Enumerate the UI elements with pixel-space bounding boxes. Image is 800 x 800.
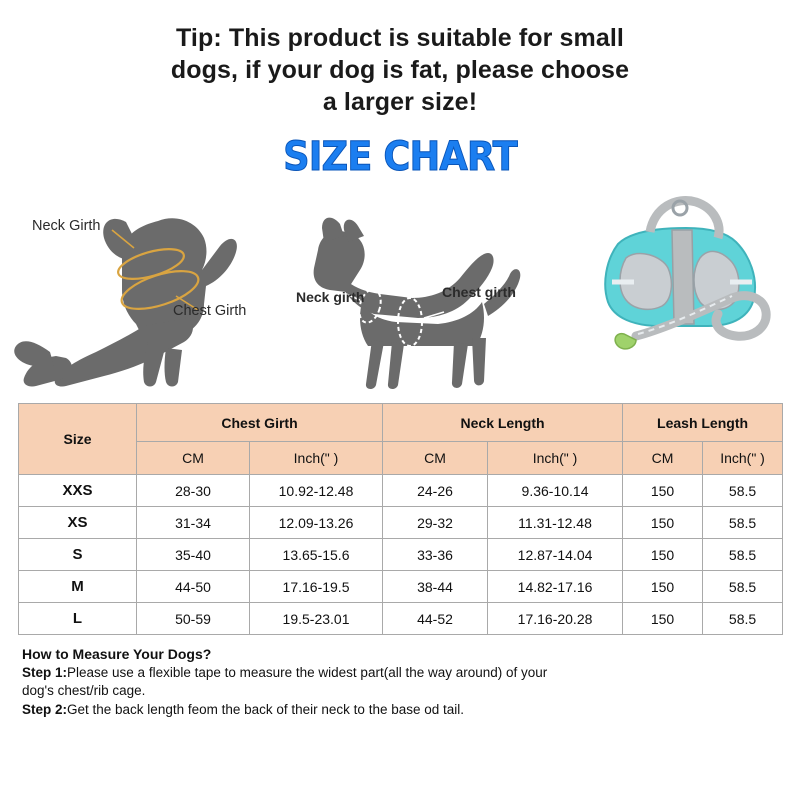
label-chest-girth-left: Chest Girth bbox=[173, 303, 247, 319]
how-to-measure-question: How to Measure Your Dogs? bbox=[22, 646, 212, 662]
cell-chest-inch: 19.5-23.01 bbox=[250, 603, 383, 635]
harness-product-image bbox=[580, 186, 780, 391]
cell-chest-cm: 31-34 bbox=[137, 507, 250, 539]
cell-size: XXS bbox=[19, 475, 137, 507]
cell-size: M bbox=[19, 571, 137, 603]
cell-neck-cm: 38-44 bbox=[383, 571, 488, 603]
header-chest-girth: Chest Girth bbox=[137, 404, 383, 442]
cell-leash-cm: 150 bbox=[623, 475, 703, 507]
label-neck-girth-middle: Neck girth bbox=[296, 289, 365, 305]
unit-leash-cm: CM bbox=[623, 442, 703, 475]
how-to-measure-step1-cont: dog's chest/rib cage. bbox=[22, 683, 146, 698]
cell-neck-inch: 9.36-10.14 bbox=[488, 475, 623, 507]
step1-text: Please use a flexible tape to measure the widest part(all the way around) of your bbox=[67, 664, 548, 680]
step2-text: Get the back length feom the back of their neck to the base od tail. bbox=[67, 701, 465, 717]
dog-silhouette-left-icon bbox=[8, 186, 298, 391]
table-row bbox=[19, 571, 783, 603]
cell-chest-inch: 13.65-15.6 bbox=[250, 539, 383, 571]
cell-size: S bbox=[19, 539, 137, 571]
table-row bbox=[19, 539, 783, 571]
cell-leash-cm: 150 bbox=[623, 507, 703, 539]
size-chart-table bbox=[18, 403, 783, 635]
unit-neck-inch: Inch(" ) bbox=[488, 442, 623, 475]
header-size: Size bbox=[19, 404, 137, 475]
cell-leash-inch: 58.5 bbox=[703, 507, 783, 539]
tip-line-2: dogs, if your dog is fat, please choose bbox=[170, 56, 630, 84]
cell-leash-cm: 150 bbox=[623, 539, 703, 571]
cell-neck-inch: 17.16-20.28 bbox=[488, 603, 623, 635]
cell-leash-inch: 58.5 bbox=[703, 539, 783, 571]
how-to-measure-step2 bbox=[22, 701, 778, 720]
cell-chest-cm: 50-59 bbox=[137, 603, 250, 635]
cell-size: XS bbox=[19, 507, 137, 539]
cell-chest-cm: 35-40 bbox=[137, 539, 250, 571]
table-row bbox=[19, 603, 783, 635]
cell-neck-inch: 11.31-12.48 bbox=[488, 507, 623, 539]
cell-leash-inch: 58.5 bbox=[703, 475, 783, 507]
size-table-wrapper bbox=[18, 403, 782, 635]
cell-neck-cm: 33-36 bbox=[383, 539, 488, 571]
cell-leash-inch: 58.5 bbox=[703, 571, 783, 603]
cell-neck-cm: 24-26 bbox=[383, 475, 488, 507]
cell-chest-cm: 44-50 bbox=[137, 571, 250, 603]
cell-leash-cm: 150 bbox=[623, 603, 703, 635]
header-leash-length: Leash Length bbox=[623, 404, 783, 442]
tip-line-3: a larger size! bbox=[322, 88, 478, 116]
label-neck-girth-left: Neck Girth bbox=[32, 218, 101, 234]
cell-chest-inch: 10.92-12.48 bbox=[250, 475, 383, 507]
cell-leash-inch: 58.5 bbox=[703, 603, 783, 635]
table-row bbox=[19, 507, 783, 539]
illustration-band bbox=[0, 186, 800, 391]
unit-neck-cm: CM bbox=[383, 442, 488, 475]
cell-size: L bbox=[19, 603, 137, 635]
table-row bbox=[19, 475, 783, 507]
cell-neck-cm: 44-52 bbox=[383, 603, 488, 635]
cell-chest-inch: 17.16-19.5 bbox=[250, 571, 383, 603]
unit-chest-cm: CM bbox=[137, 442, 250, 475]
how-to-measure-step1 bbox=[22, 664, 778, 683]
tip-line-1: Tip: This product is suitable for small bbox=[176, 24, 624, 52]
unit-leash-inch: Inch(" ) bbox=[703, 442, 783, 475]
cell-chest-inch: 12.09-13.26 bbox=[250, 507, 383, 539]
cell-chest-cm: 28-30 bbox=[137, 475, 250, 507]
tip-header bbox=[0, 0, 800, 118]
unit-chest-inch: Inch(" ) bbox=[250, 442, 383, 475]
dog-silhouette-middle-icon bbox=[288, 206, 548, 411]
cell-neck-inch: 12.87-14.04 bbox=[488, 539, 623, 571]
step1-label: Step 1: bbox=[22, 664, 68, 680]
step2-label: Step 2: bbox=[22, 701, 68, 717]
header-neck-length: Neck Length bbox=[383, 404, 623, 442]
label-chest-girth-middle: Chest girth bbox=[442, 284, 516, 300]
page-title: SIZE CHART bbox=[283, 134, 517, 180]
cell-leash-cm: 150 bbox=[623, 571, 703, 603]
cell-neck-inch: 14.82-17.16 bbox=[488, 571, 623, 603]
cell-neck-cm: 29-32 bbox=[383, 507, 488, 539]
how-to-measure-section bbox=[22, 645, 778, 719]
